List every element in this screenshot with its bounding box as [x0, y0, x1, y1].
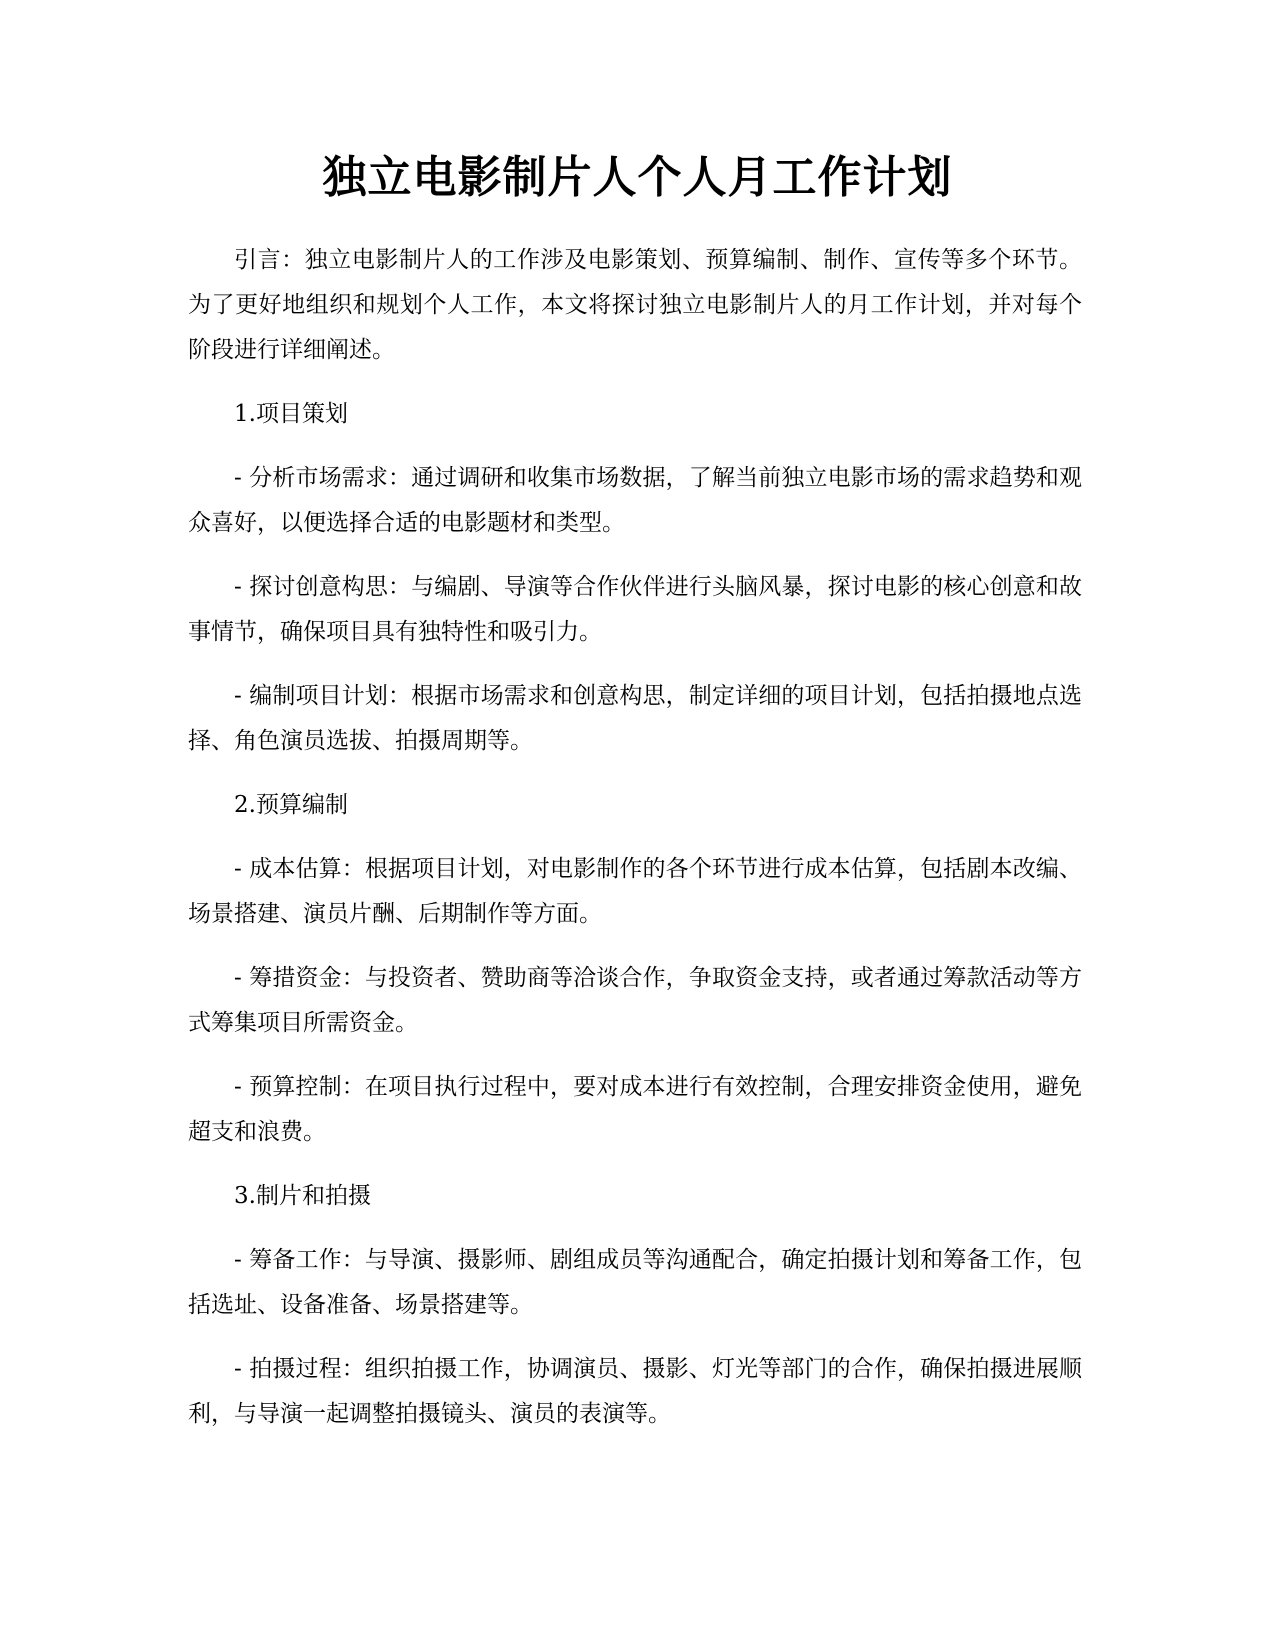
bullet-shooting-process: - 拍摄过程：组织拍摄工作，协调演员、摄影、灯光等部门的合作，确保拍摄进展顺利，与导演一起调整拍摄镜头、演员的表演等。 — [188, 1356, 1082, 1427]
section-heading-project-planning: 1.项目策划 — [234, 401, 348, 427]
section-heading-production: 3.制片和拍摄 — [234, 1183, 371, 1209]
document-body — [188, 238, 1082, 1456]
bullet-cost-estimate: - 成本估算：根据项目计划，对电影制作的各个环节进行成本估算，包括剧本改编、场景搭建、演员片酬、后期制作等方面。 — [188, 856, 1082, 927]
bullet-creative-ideas: - 探讨创意构思：与编剧、导演等合作伙伴进行头脑风暴，探讨电影的核心创意和故事情节，确保项目具有独特性和吸引力。 — [188, 574, 1082, 645]
bullet-preparation: - 筹备工作：与导演、摄影师、剧组成员等沟通配合，确定拍摄计划和筹备工作，包括选址、设备准备、场景搭建等。 — [188, 1247, 1082, 1318]
bullet-budget-control: - 预算控制：在项目执行过程中，要对成本进行有效控制，合理安排资金使用，避免超支和浪费。 — [188, 1074, 1082, 1145]
intro-paragraph: 引言：独立电影制片人的工作涉及电影策划、预算编制、制作、宣传等多个环节。为了更好地组织和规划个人工作，本文将探讨独立电影制片人的月工作计划，并对每个阶段进行详细阐述。 — [188, 247, 1082, 363]
document-title: 独立电影制片人个人月工作计划 — [322, 152, 953, 203]
bullet-project-plan: - 编制项目计划：根据市场需求和创意构思，制定详细的项目计划，包括拍摄地点选择、角色演员选拔、拍摄周期等。 — [188, 683, 1082, 754]
bullet-market-analysis: - 分析市场需求：通过调研和收集市场数据，了解当前独立电影市场的需求趋势和观众喜好，以便选择合适的电影题材和类型。 — [188, 465, 1082, 536]
bullet-fundraising: - 筹措资金：与投资者、赞助商等洽谈合作，争取资金支持，或者通过筹款活动等方式筹集项目所需资金。 — [188, 965, 1082, 1036]
section-heading-budget: 2.预算编制 — [234, 792, 348, 818]
